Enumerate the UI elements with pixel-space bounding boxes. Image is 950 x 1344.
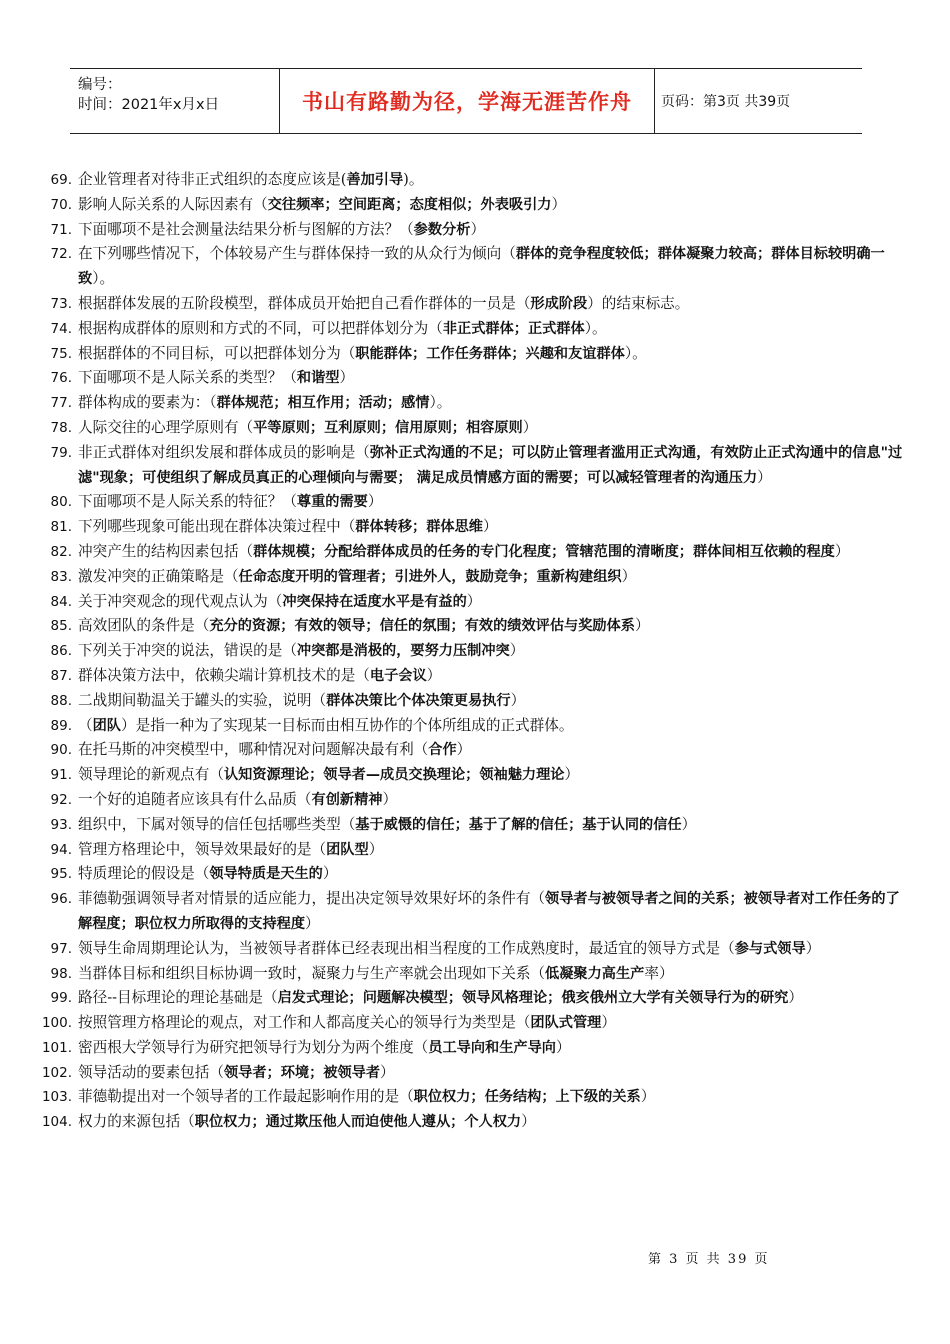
question-item (40, 565, 910, 590)
question-stem-end: ） (483, 518, 498, 536)
question-item (40, 366, 910, 391)
question-item (40, 1110, 910, 1135)
question-stem-end: ）。 (584, 319, 607, 337)
question-text (76, 1036, 910, 1061)
question-stem-end: ） (640, 1088, 656, 1106)
question-stem-end: ） (834, 542, 850, 560)
header-page-number: 页码：第3页 共39页 (661, 94, 791, 110)
question-stem: 在托马斯的冲突模型中，哪种情况对问题解决最有利（ (78, 741, 429, 759)
page-header (70, 68, 862, 134)
question-text (76, 664, 910, 689)
question-stem: 领导活动的要素包括（ (78, 1063, 224, 1081)
question-number: 91. (50, 767, 72, 784)
question-text (76, 416, 910, 441)
question-text (76, 342, 910, 367)
question-stem: 菲德勒强调领导者对情景的适应能力，提出决定领导效果好坏的条件有（ (78, 890, 546, 908)
question-answer: 职能群体；工作任务群体；兴趣和友谊群体 (355, 345, 625, 362)
question-answer: 群体规模；分配给群体成员的任务的专门化程度；管辖范围的清晰度；群体间相互依赖的程度 (253, 543, 835, 560)
question-stem-end: ） (322, 865, 338, 883)
question-stem-end: ） (339, 369, 355, 387)
question-number: 74. (50, 320, 72, 337)
question-stem: 菲德勒提出对一个领导者的工作最起影响作用的是（ (78, 1088, 414, 1106)
question-number: 102. (41, 1064, 72, 1081)
question-number: 80. (50, 494, 72, 511)
question-item (40, 218, 910, 243)
question-item (40, 639, 910, 664)
question-stem: 根据群体的不同目标，可以把群体划分为（ (78, 344, 356, 362)
question-item (40, 838, 910, 863)
question-text (76, 1011, 910, 1036)
question-text (76, 590, 910, 615)
question-number: 101. (41, 1039, 72, 1056)
question-stem-end: ）是指一种为了实现某一目标而由相互协作的个体所组成的正式群体。 (121, 716, 574, 734)
question-item (40, 540, 910, 565)
question-number: 82. (50, 543, 72, 560)
question-stem-end: ） (522, 418, 538, 436)
question-text (76, 838, 910, 863)
question-text (76, 714, 910, 739)
question-answer: 弥补正式沟通的不足；可以防止管理者滥用正式沟通，有效防止正式沟通中的信息"过滤"现象；可使组织了解成员真正的心理倾向与需要； 满足成员情感方面的需要；可以减轻管理者的沟通压力 (78, 444, 903, 486)
question-answer: 参与式领导 (734, 940, 806, 957)
question-number: 96. (50, 891, 72, 908)
question-answer: 领导特质是天生的 (209, 866, 323, 883)
question-stem: 权力的来源包括（ (78, 1113, 195, 1131)
question-stem-end: ） (601, 1014, 616, 1032)
question-stem: 群体决策方法中，依赖尖端计算机技术的是（ (78, 666, 370, 684)
question-number: 95. (50, 866, 72, 883)
question-stem: 当群体目标和组织目标协调一致时，凝聚力与生产率就会出现如下关系（ (78, 964, 546, 982)
question-answer: 有创新精神 (311, 791, 383, 808)
question-stem-end: ） (367, 493, 383, 511)
question-text (76, 565, 910, 590)
question-item (40, 515, 910, 540)
question-answer: 冲突保持在适度水平是有益的 (282, 593, 467, 610)
question-text (76, 763, 910, 788)
question-text (76, 689, 910, 714)
question-answer: 非正式群体；正式群体 (442, 320, 585, 337)
question-answer: 充分的资源；有效的领导；信任的氛围；有效的绩效评估与奖励体系 (209, 618, 635, 635)
question-stem: 下列关于冲突的说法，错误的是（ (78, 642, 297, 660)
question-stem-end: ） (757, 468, 772, 486)
question-item (40, 788, 910, 813)
question-item (40, 738, 910, 763)
question-item (40, 714, 910, 739)
question-number: 89. (50, 717, 72, 734)
question-text (76, 391, 910, 416)
question-item (40, 590, 910, 615)
question-stem: 一个好的追随者应该具有什么品质（ (78, 790, 312, 808)
question-stem-end: ） (510, 691, 526, 709)
question-item (40, 391, 910, 416)
question-number: 94. (50, 841, 72, 858)
question-answer: 职位权力；任务结构；上下级的关系 (413, 1089, 641, 1106)
question-number: 76. (50, 370, 72, 387)
question-text (76, 366, 910, 391)
question-number: 98. (50, 965, 72, 982)
question-list (40, 168, 910, 1135)
question-item (40, 342, 910, 367)
question-stem-end: ） (681, 815, 697, 833)
question-text (76, 441, 910, 491)
question-number: 83. (50, 568, 72, 585)
question-number: 71. (50, 221, 72, 238)
question-stem: （ (78, 716, 93, 734)
question-text (76, 292, 910, 317)
document-number-label: 编号： (78, 77, 122, 93)
question-stem: 根据构成群体的原则和方式的不同，可以把群体划分为（ (78, 319, 443, 337)
question-stem: 高效团队的条件是（ (78, 617, 210, 635)
question-answer: 认知资源理论；领导者—成员交换理论；领袖魅力理论 (223, 767, 565, 784)
question-stem-end: ） (555, 1038, 571, 1056)
question-number: 81. (50, 519, 72, 536)
question-stem: 路径--目标理论的理论基础是（ (78, 989, 278, 1007)
question-stem-end: ） (551, 195, 567, 213)
question-text (76, 193, 910, 218)
question-number: 84. (50, 593, 72, 610)
question-stem-end: ）的结束标志。 (587, 294, 690, 312)
question-answer: 形成阶段 (530, 295, 588, 312)
question-number: 104. (41, 1114, 72, 1131)
question-answer: 和谐型 (296, 370, 340, 387)
question-number: 103. (41, 1089, 72, 1106)
question-answer: 团队型 (326, 841, 369, 858)
question-answer: 合作 (428, 742, 457, 759)
question-stem: 领导生命周期理论认为，当被领导者群体已经表现出相当程度的工作成熟度时，最适宜的领导方式是（ (78, 939, 735, 957)
question-number: 88. (50, 692, 72, 709)
question-answer: 群体决策比个体决策更易执行 (326, 692, 511, 709)
question-item (40, 168, 910, 193)
question-stem-end: ） (470, 220, 486, 238)
question-answer: 善加引导 (346, 172, 404, 188)
question-stem-end: ） (521, 1113, 536, 1131)
question-stem: 下面哪项不是社会测量法结果分析与图解的方法？（ (78, 220, 414, 238)
question-item (40, 813, 910, 838)
question-answer: 职位权力；通过欺压他人而迫使他人遵从；个人权力 (194, 1114, 522, 1131)
question-stem-end: ）。 (92, 270, 115, 288)
question-item (40, 1085, 910, 1110)
question-stem-end: ） (635, 617, 650, 635)
question-stem-end: ） (305, 914, 320, 932)
question-answer: 群体转移；群体思维 (355, 519, 483, 536)
question-number: 92. (50, 791, 72, 808)
question-item (40, 986, 910, 1011)
question-text (76, 614, 910, 639)
question-number: 72. (50, 246, 72, 263)
question-stem-end: ）。 (624, 344, 647, 362)
question-text (76, 242, 910, 292)
question-number: 79. (50, 444, 72, 461)
question-number: 100. (41, 1015, 72, 1032)
question-answer: 电子会议 (369, 667, 427, 684)
question-stem-end: ） (509, 642, 525, 660)
question-item (40, 193, 910, 218)
question-answer: 群体规范；相互作用；活动；感情 (216, 395, 430, 412)
question-answer: 冲突都是消极的，要努力压制冲突 (296, 643, 510, 660)
question-number: 97. (50, 940, 72, 957)
question-stem: 冲突产生的结构因素包括（ (78, 542, 254, 560)
question-stem-end: ） (564, 766, 580, 784)
question-stem: 组织中，下属对领导的信任包括哪些类型（ (78, 815, 356, 833)
question-text (76, 490, 910, 515)
question-stem-end: ） (788, 989, 803, 1007)
question-answer: 员工导向和生产导向 (428, 1039, 556, 1056)
question-text (76, 813, 910, 838)
question-item (40, 689, 910, 714)
question-stem-end: )。 (403, 171, 424, 188)
question-stem-end: ） (466, 592, 482, 610)
question-item (40, 1011, 910, 1036)
header-meta (70, 69, 280, 133)
question-stem: 根据群体发展的五阶段模型，群体成员开始把自己看作群体的一员是（ (78, 294, 531, 312)
question-item (40, 887, 910, 937)
question-stem: 下面哪项不是人际关系的类型？（ (78, 369, 297, 387)
question-item (40, 1061, 910, 1086)
question-stem: 人际交往的心理学原则有（ (78, 418, 254, 436)
question-number: 69. (50, 172, 72, 188)
header-motto: 书山有路勤为径，学海无涯苦作舟 (280, 69, 655, 133)
question-stem-end: 率） (644, 964, 674, 982)
question-item (40, 962, 910, 987)
question-answer: 低凝聚力高生产 (545, 965, 645, 982)
question-stem: 群体构成的要素为：（ (78, 394, 217, 412)
question-item (40, 763, 910, 788)
question-answer: 团队式管理 (530, 1015, 602, 1032)
question-stem-end: ） (380, 1063, 395, 1081)
question-item (40, 317, 910, 342)
question-number: 73. (50, 295, 72, 312)
question-text (76, 515, 910, 540)
question-item (40, 242, 910, 292)
question-stem-end: ） (805, 939, 821, 957)
question-text (76, 317, 910, 342)
question-stem: 按照管理方格理论的观点，对工作和人都高度关心的领导行为类型是（ (78, 1014, 531, 1032)
question-number: 70. (50, 196, 72, 213)
question-stem: 影响人际关系的人际因素有（ (78, 195, 268, 213)
question-stem-end: ） (426, 666, 442, 684)
question-stem: 管理方格理论中，领导效果最好的是（ (78, 840, 327, 858)
question-number: 99. (50, 990, 72, 1007)
question-item (40, 862, 910, 887)
question-number: 93. (50, 816, 72, 833)
question-answer: 交往频率；空间距离；态度相似；外表吸引力 (267, 196, 552, 213)
question-number: 77. (50, 395, 72, 412)
question-stem: 非正式群体对组织发展和群体成员的影响是（ (78, 443, 370, 461)
question-text (76, 540, 910, 565)
question-answer: 任命态度开明的管理者；引进外人，鼓励竞争；重新构建组织 (238, 568, 622, 585)
question-number: 86. (50, 643, 72, 660)
question-text (76, 1085, 910, 1110)
question-text (76, 862, 910, 887)
question-text (76, 1110, 910, 1135)
question-stem: 密西根大学领导行为研究把领导行为划分为两个维度（ (78, 1038, 429, 1056)
question-answer: 参数分析 (413, 221, 471, 238)
question-stem: 二战期间勒温关于罐头的实验，说明（ (78, 691, 327, 709)
question-answer: 群体的竞争程度较低；群体凝聚力较高；群体目标较明确一致 (78, 246, 885, 288)
question-stem: 下列哪些现象可能出现在群体决策过程中（ (78, 518, 356, 536)
question-item (40, 441, 910, 491)
question-item (40, 416, 910, 441)
question-answer: 启发式理论；问题解决模型；领导风格理论；俄亥俄州立大学有关领导行为的研究 (277, 990, 789, 1007)
question-number: 78. (50, 419, 72, 436)
question-number: 87. (50, 667, 72, 684)
question-stem: 激发冲突的正确策略是（ (78, 567, 239, 585)
question-stem: 企业管理者对待非正式组织的态度应该是( (78, 171, 347, 188)
page-footer: 第 3 页 共 39 页 (648, 1252, 770, 1267)
document-time-label: 时间：2021年x月x日 (78, 97, 220, 113)
question-stem: 关于冲突观念的现代观点认为（ (78, 592, 283, 610)
question-stem: 在下列哪些情况下，个体较易产生与群体保持一致的从众行为倾向（ (78, 245, 516, 263)
question-item (40, 937, 910, 962)
question-stem: 领导理论的新观点有（ (78, 766, 224, 784)
question-text (76, 639, 910, 664)
question-text (76, 962, 910, 987)
question-answer: 基于威慑的信任；基于了解的信任；基于认同的信任 (355, 816, 682, 833)
question-answer: 平等原则；互利原则；信用原则；相容原则 (253, 419, 523, 436)
question-answer: 尊重的需要 (296, 494, 368, 511)
question-answer: 团队 (92, 717, 121, 734)
question-item (40, 614, 910, 639)
question-number: 85. (50, 618, 72, 635)
question-item (40, 490, 910, 515)
question-answer: 领导者；环境；被领导者 (223, 1064, 381, 1081)
question-stem-end: ） (621, 567, 637, 585)
question-stem-end: ） (456, 741, 472, 759)
question-item (40, 1036, 910, 1061)
question-text (76, 738, 910, 763)
question-answer: 领导者与被领导者之间的关系；被领导者对工作任务的了解程度；职位权力所取得的支持程度 (78, 891, 900, 932)
question-text (76, 937, 910, 962)
question-text (76, 168, 910, 193)
question-number: 75. (50, 345, 72, 362)
question-stem-end: ） (382, 790, 398, 808)
question-text (76, 218, 910, 243)
question-text (76, 788, 910, 813)
question-stem-end: ） (368, 840, 384, 858)
question-item (40, 664, 910, 689)
question-stem: 下面哪项不是人际关系的特征？（ (78, 493, 297, 511)
question-text (76, 986, 910, 1011)
question-text (76, 887, 910, 937)
question-number: 90. (50, 742, 72, 759)
question-text (76, 1061, 910, 1086)
question-stem-end: ）。 (429, 394, 452, 412)
question-stem: 特质理论的假设是（ (78, 865, 210, 883)
question-item (40, 292, 910, 317)
